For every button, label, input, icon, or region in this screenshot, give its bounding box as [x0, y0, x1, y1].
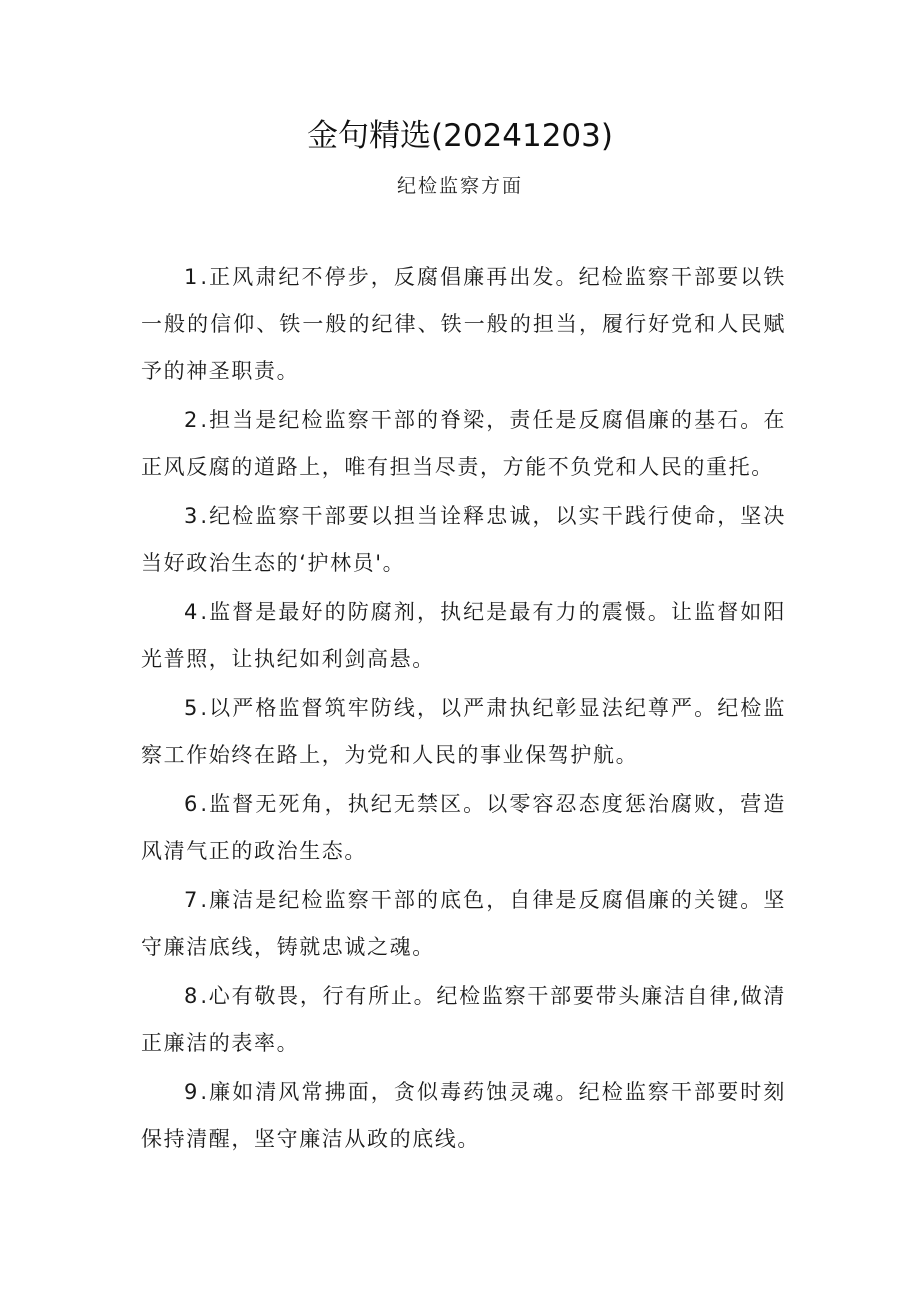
quote-text: .监督无死角，执纪无禁区。以零容忍态度惩治腐败，营造风清气正的政治生态。 — [141, 792, 786, 863]
quote-number: 9 — [184, 1080, 201, 1104]
quote-list — [141, 254, 786, 1165]
quote-item-9 — [141, 1069, 786, 1163]
quote-number: 4 — [184, 600, 201, 624]
quote-item-8 — [141, 973, 786, 1067]
quote-text: .心有敬畏，行有所止。纪检监察干部要带头廉洁自律,做清正廉洁的表率。 — [141, 984, 786, 1055]
quote-item-2 — [141, 397, 786, 491]
quote-text: .以严格监督筑牢防线，以严肃执纪彰显法纪尊严。纪检监察工作始终在路上，为党和人民的事业保驾护航。 — [141, 696, 786, 767]
quote-text: .廉洁是纪检监察干部的底色，自律是反腐倡廉的关键。坚守廉洁底线，铸就忠诚之魂。 — [141, 888, 786, 959]
page-title: 金句精选(20241203) — [307, 118, 613, 154]
quote-text: .担当是纪检监察干部的脊梁，责任是反腐倡廉的基石。在正风反腐的道路上，唯有担当尽责，方能不负党和人民的重托。 — [141, 408, 786, 479]
quote-item-3 — [141, 493, 786, 587]
quote-text: .监督是最好的防腐剂，执纪是最有力的震慑。让监督如阳光普照，让执纪如利剑高悬。 — [141, 600, 786, 671]
quote-number: 5 — [184, 696, 201, 720]
quote-text: .纪检监察干部要以担当诠释忠诚，以实干践行使命，坚决当好政治生态的‘护林员'。 — [141, 504, 786, 575]
quote-item-7 — [141, 877, 786, 971]
quote-text: .正风肃纪不停步，反腐倡廉再出发。纪检监察干部要以铁一般的信仰、铁一般的纪律、铁一般的担当，履行好党和人民赋予的神圣职责。 — [141, 265, 786, 383]
quote-number: 1 — [184, 265, 201, 289]
quote-number: 6 — [184, 792, 201, 816]
quote-number: 2 — [184, 408, 201, 432]
quote-number: 8 — [184, 984, 201, 1008]
quote-number: 3 — [184, 504, 201, 528]
quote-number: 7 — [184, 888, 201, 912]
page-subtitle: 纪检监察方面 — [396, 175, 523, 197]
quote-item-6 — [141, 781, 786, 875]
quote-text: .廉如清风常拂面，贪似毒药蚀灵魂。纪检监察干部要时刻保持清醒，坚守廉洁从政的底线。 — [141, 1080, 786, 1151]
quote-item-5 — [141, 685, 786, 779]
quote-item-1 — [141, 254, 786, 395]
quote-item-4 — [141, 589, 786, 683]
